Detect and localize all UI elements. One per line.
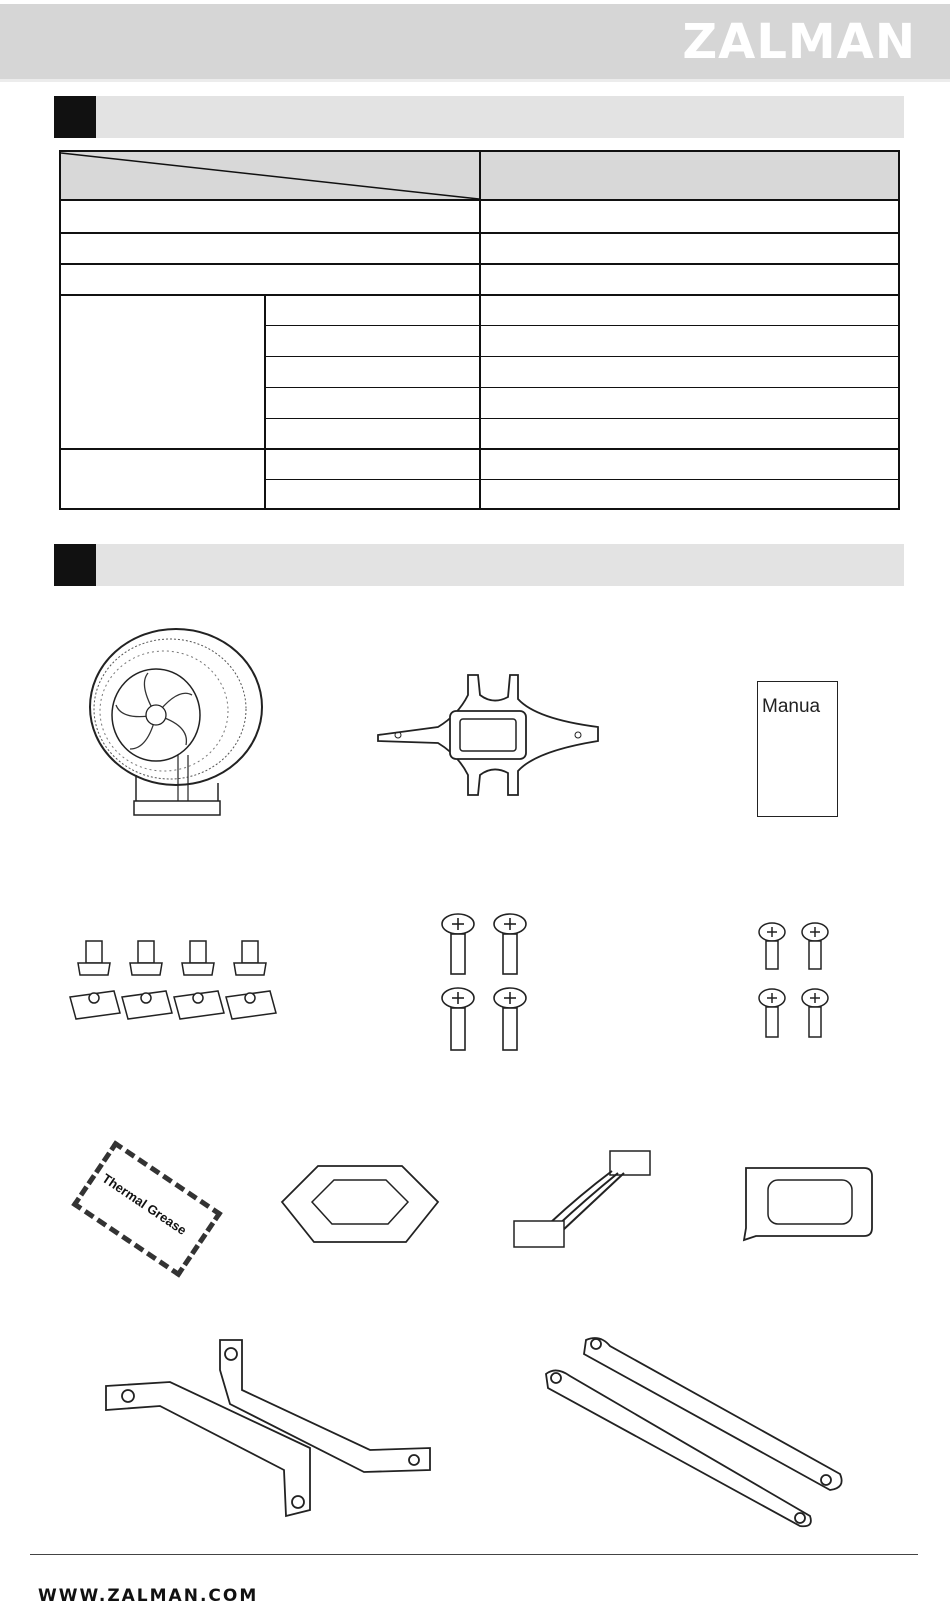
table-row: [61, 448, 898, 450]
long-screws-illustration: [438, 912, 538, 1062]
short-screws-illustration: [755, 922, 835, 1047]
section-marker-square: [54, 544, 96, 586]
brand-logo: ZALMAN: [682, 14, 916, 70]
table-row: [264, 479, 898, 480]
thermal-grease-packet-illustration: [71, 1140, 222, 1277]
fan-cable-illustration: [510, 1145, 665, 1255]
footer-website-link[interactable]: WWW.ZALMAN.COM: [38, 1586, 259, 1606]
header-bar: [0, 4, 950, 82]
thermal-pad-illustration: [736, 1162, 876, 1242]
footer-divider: [30, 1554, 918, 1555]
table-column-divider: [479, 152, 481, 508]
user-manual-illustration: [757, 681, 838, 817]
table-row: [61, 263, 898, 265]
table-row: [61, 232, 898, 234]
table-row: [61, 294, 898, 296]
table-row: [264, 387, 898, 388]
section-marker-square: [54, 96, 96, 138]
manual-label: Manua: [762, 696, 821, 717]
table-subcolumn-divider: [264, 294, 266, 508]
backplate-bracket-set-a-illustration: [100, 1330, 450, 1530]
table-row: [264, 356, 898, 357]
cpu-mounting-bracket-illustration: [368, 655, 608, 815]
section-bar-components: [54, 544, 904, 586]
square-spacer-illustration: [278, 1162, 443, 1247]
table-header-diagonal: [61, 152, 481, 201]
table-row: [264, 418, 898, 419]
backplate-bracket-set-b-illustration: [540, 1330, 850, 1530]
thermal-grease-label: Thermal Grease: [99, 1170, 190, 1238]
spec-table: [59, 150, 900, 510]
section-bar-specifications: [54, 96, 904, 138]
table-row: [264, 325, 898, 326]
cpu-cooler-illustration: [78, 625, 268, 825]
standoff-nut-set-illustration: [68, 935, 278, 1025]
